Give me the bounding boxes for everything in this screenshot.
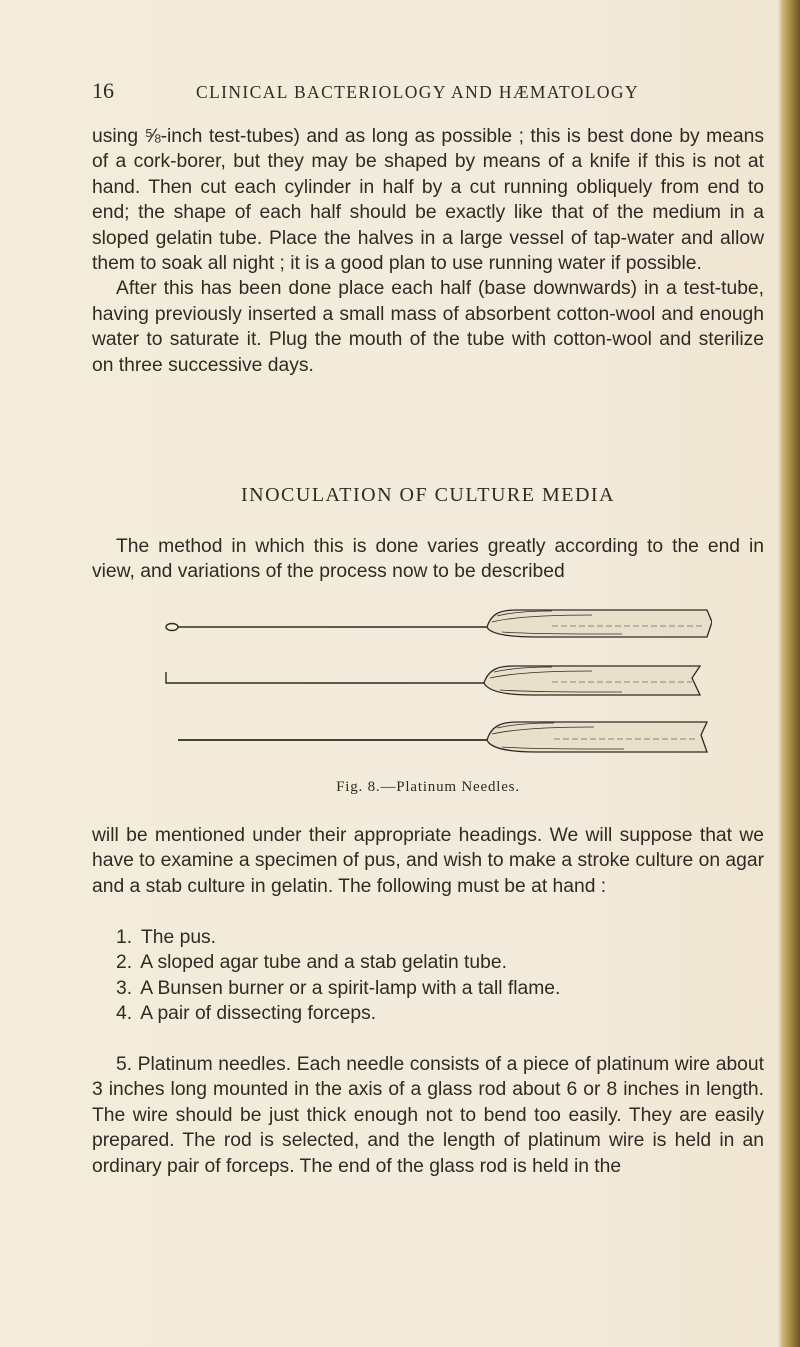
needle-loop bbox=[166, 610, 712, 637]
paragraph-text: using ⅝-inch test-tubes) and as long as possible ; this is best done by means of a cork-borer, but they may be shaped by means of a knife if this is not at hand. Then cut each cylinder in half by a cut running obliquely from end to end; the shape of each half should be exactly like that of the medium in a sloped gelatin tube. Place the halves in a large vessel of tap-water and allow them to soak all night ; it is a good plan to use running water if possible. bbox=[92, 126, 764, 275]
list-item-text: A Bunsen burner or a spirit-lamp with a tall flame. bbox=[140, 977, 561, 999]
paragraph-cutting-instructions bbox=[92, 124, 764, 378]
platinum-needles-illustration bbox=[152, 600, 712, 760]
needle-hook bbox=[166, 666, 700, 695]
figure-platinum-needles bbox=[152, 600, 712, 760]
page-header bbox=[92, 78, 762, 108]
paragraph-text: The method in which this is done varies greatly according to the end in view, and variations of the process now to be described bbox=[92, 536, 764, 583]
list-item-number: 2. bbox=[116, 952, 133, 974]
list-item-text: The pus. bbox=[141, 927, 217, 948]
paragraph-platinum-needles bbox=[92, 1052, 764, 1179]
list-item-text: A sloped agar tube and a stab gelatin tube. bbox=[140, 952, 507, 974]
section-heading: INOCULATION OF CULTURE MEDIA bbox=[240, 484, 616, 506]
paragraph-text: After this has been done place each half (base downwards) in a test-tube, having previously inserted a small mass of absorbent cotton-wool and enough water to saturate it. Plug the mouth of the tube with cotton-wool and sterilize on three successive days. bbox=[92, 278, 764, 376]
paragraph-requirements bbox=[92, 823, 764, 899]
list-item-text: A pair of dissecting forceps. bbox=[140, 1003, 377, 1025]
book-spine-edge bbox=[782, 0, 800, 1347]
paragraph-text: will be mentioned under their appropriate headings. We will suppose that we have to examine a specimen of pus, and wish to make a stroke culture on agar and a stab culture in gelatin. The following must be at hand : bbox=[92, 825, 765, 897]
paragraph-text: 5. Platinum needles. Each needle consists of a piece of platinum wire about 3 inches long mounted in the axis of a glass rod about 6 or 8 inches in length. The wire should be just thick enough not to bend too easily. They are easily prepared. The rod is selected, and the length of platinum wire is held in an ordinary pair of forceps. The end of the glass rod is held in the bbox=[92, 1054, 764, 1177]
list-item bbox=[92, 976, 764, 1001]
list-item-number: 4. bbox=[116, 1003, 133, 1025]
list-item bbox=[92, 950, 764, 975]
list-item bbox=[92, 925, 764, 950]
requirements-list bbox=[92, 925, 764, 1027]
needle-straight bbox=[178, 722, 707, 752]
list-item bbox=[92, 1001, 764, 1026]
list-item-number: 3. bbox=[116, 977, 133, 999]
figure-caption: Fig. 8.—Platinum Needles. bbox=[336, 779, 520, 795]
paragraph-inoculation-intro bbox=[92, 534, 764, 585]
list-item-number: 1. bbox=[116, 927, 133, 948]
page-number: 16 bbox=[92, 78, 114, 103]
running-title: CLINICAL BACTERIOLOGY AND HÆMATOLOGY bbox=[196, 82, 640, 102]
